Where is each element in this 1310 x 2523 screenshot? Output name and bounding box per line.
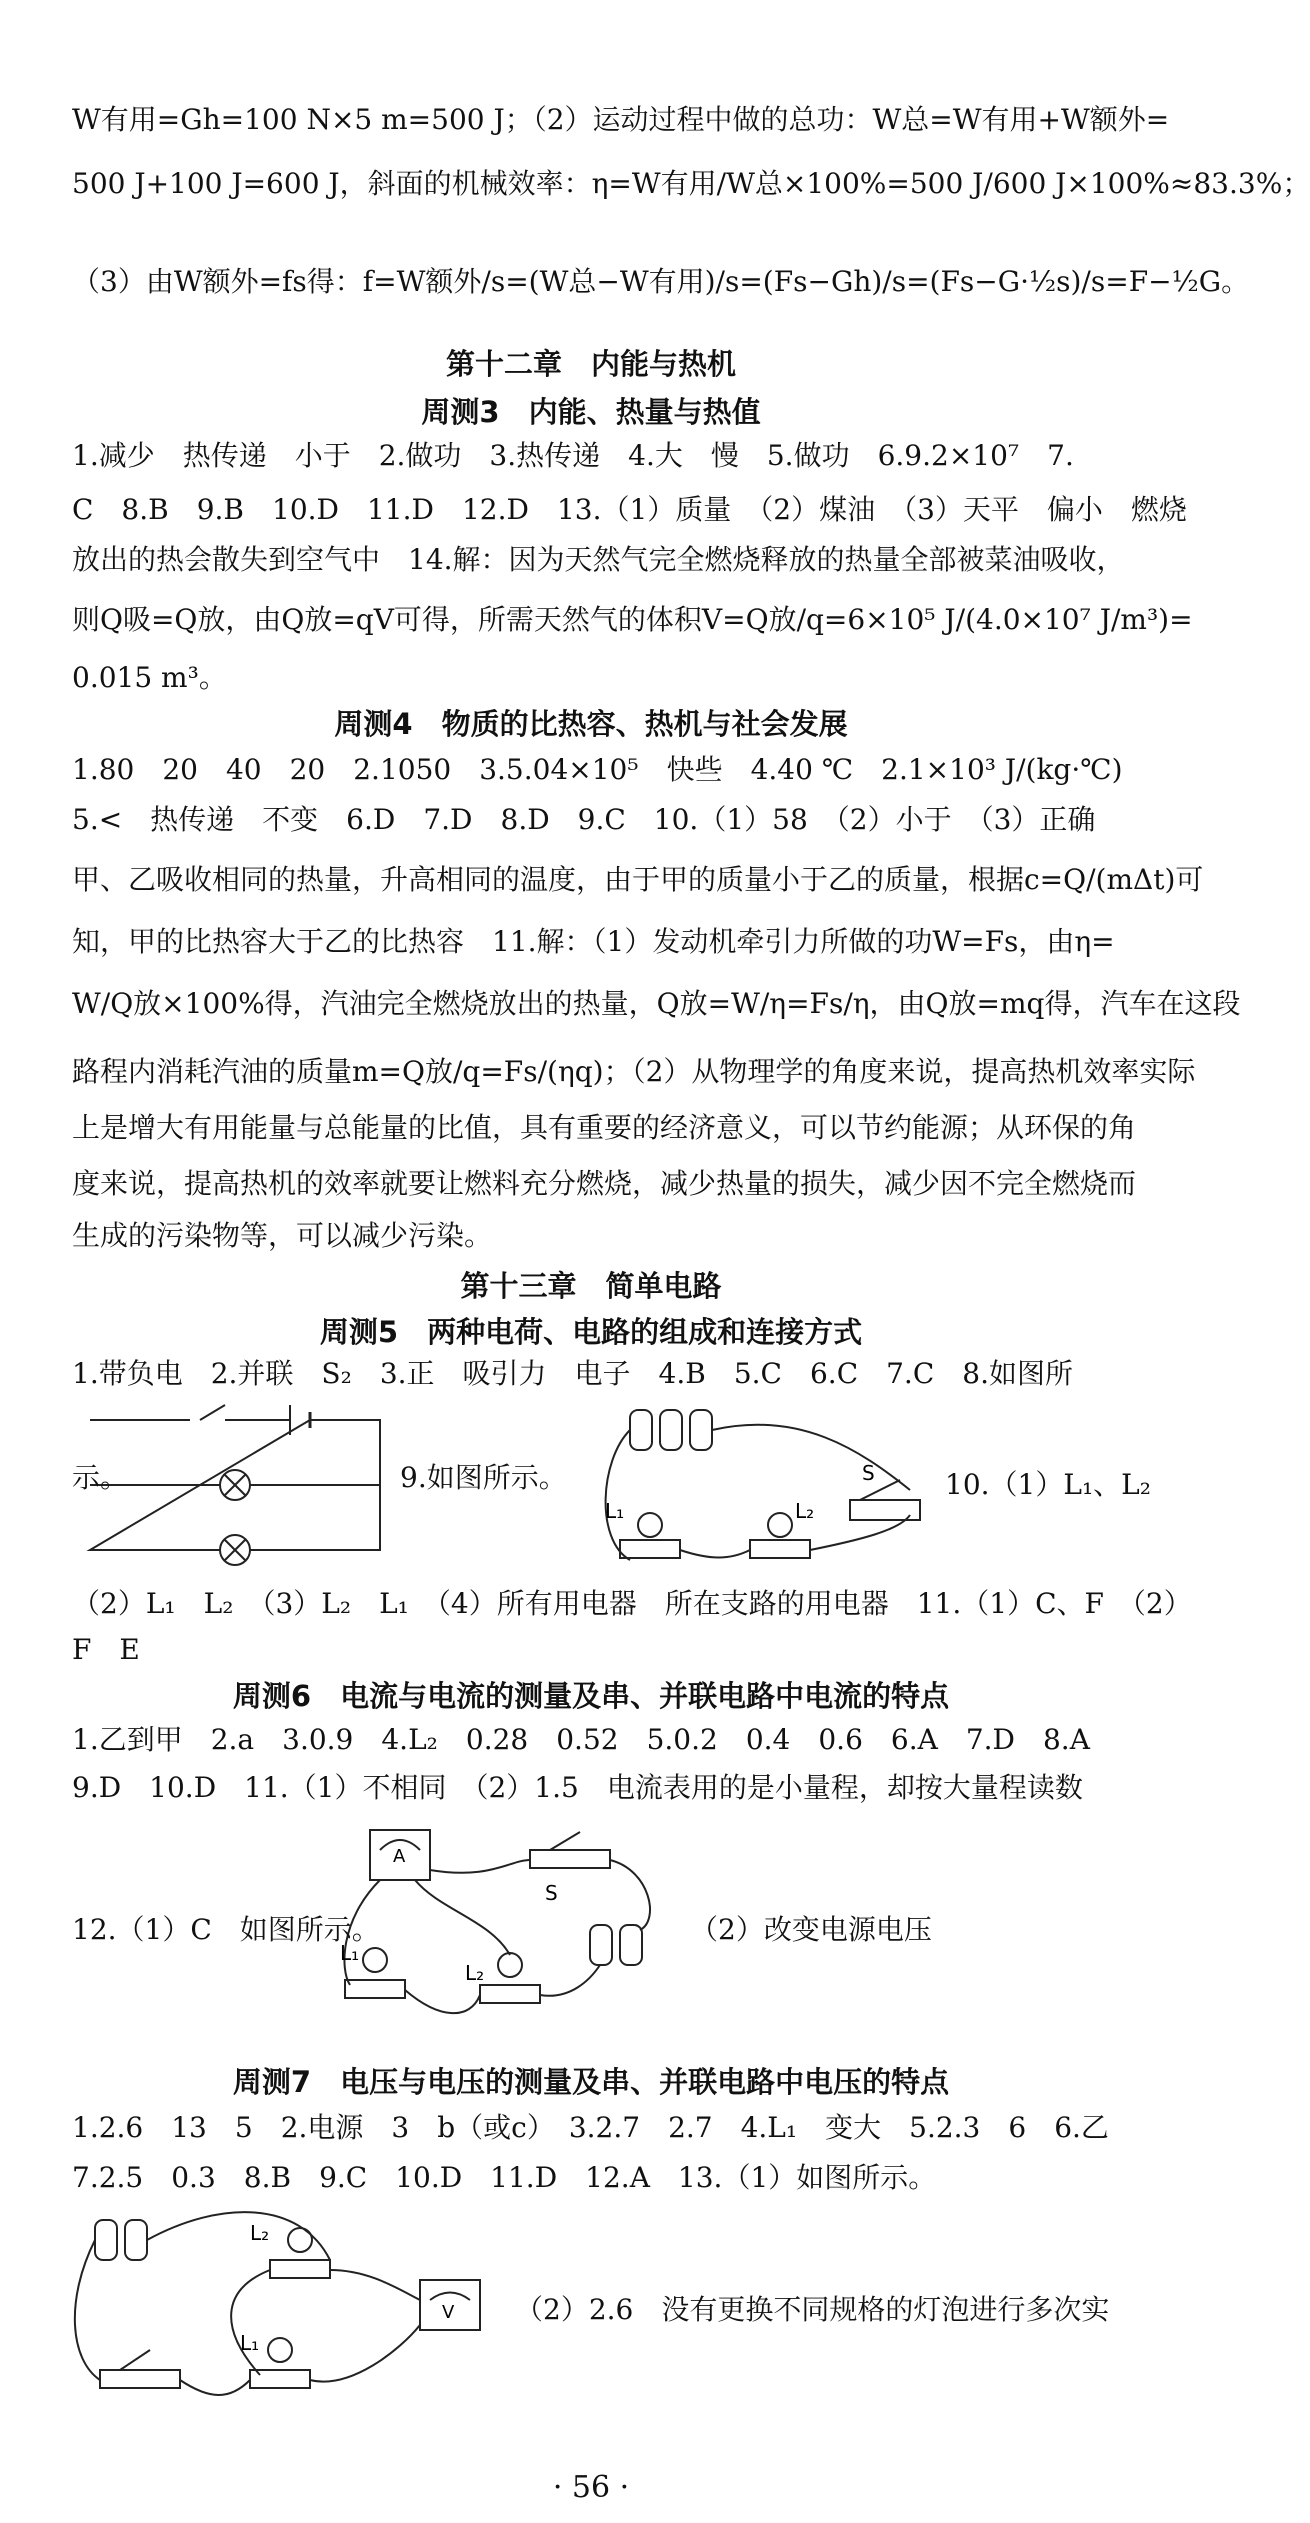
text-line: （2）2.6 没有更换不同规格的灯泡进行多次实	[515, 2293, 1110, 2326]
switch-label: S	[862, 1461, 875, 1485]
text-line: 1.乙到甲 2.a 3.0.9 4.L₂ 0.28 0.52 5.0.2 0.4 0.6 6.A 7.D 8.A	[72, 1723, 1090, 1756]
lamp-l2-label: L₂	[465, 1961, 485, 1985]
page-number: · 56 ·	[552, 2470, 630, 2505]
section-heading: 周测4 物质的比热容、热机与社会发展	[334, 707, 848, 741]
section-heading: 周测7 电压与电压的测量及串、并联电路中电压的特点	[232, 2065, 950, 2099]
text-line: 知，甲的比热容大于乙的比热容 11.解：（1）发动机牵引力所做的功W=Fs，由η=	[72, 925, 1115, 958]
text-line: 度来说，提高热机的效率就要让燃料充分燃烧，减少热量的损失，减少因不完全燃烧而	[72, 1167, 1137, 1200]
section-heading: 周测5 两种电荷、电路的组成和连接方式	[319, 1315, 863, 1349]
text-line: 示。	[72, 1461, 129, 1494]
text-line: 则Q吸=Q放，由Q放=qV可得，所需天然气的体积V=Q放/q=6×10⁵ J/(4.0×10⁷ J/m³)=	[72, 603, 1193, 636]
text-line: C 8.B 9.B 10.D 11.D 12.D 13.（1）质量 （2）煤油 （3）天平 偏小 燃烧	[72, 493, 1187, 526]
text-line: 生成的污染物等，可以减少污染。	[72, 1219, 493, 1252]
text-line: 5.< 热传递 不变 6.D 7.D 8.D 9.C 10.（1）58 （2）小于 （3）正确	[72, 803, 1096, 836]
voltmeter-circuit-figure	[70, 2200, 510, 2420]
section-heading: 周测6 电流与电流的测量及串、并联电路中电流的特点	[232, 1679, 950, 1713]
text-line: 放出的热会散失到空气中 14.解：因为天然气完全燃烧释放的热量全部被菜油吸收，	[72, 543, 1125, 576]
lamp-l1-label: L₁	[605, 1499, 625, 1523]
ammeter-label: A	[393, 1846, 406, 1867]
lamp-l2-label: L₂	[795, 1499, 815, 1523]
chapter-heading: 第十三章 简单电路	[460, 1269, 722, 1303]
voltmeter-label: V	[442, 2302, 455, 2323]
text-line: （2）改变电源电压	[690, 1913, 932, 1946]
lamp-l1-label: L₁	[240, 2331, 260, 2355]
lamp-l2-label: L₂	[250, 2221, 270, 2245]
ammeter-circuit-figure	[340, 1820, 680, 2030]
text-line: W/Q放×100%得，汽油完全燃烧放出的热量，Q放=W/η=Fs/η，由Q放=mq得，汽车在这段	[72, 987, 1241, 1020]
text-line: 1.80 20 40 20 2.1050 3.5.04×10⁵ 快些 4.40 ℃ 2.1×10³ J/(kg·℃)	[72, 753, 1123, 786]
physical-circuit-figure	[600, 1400, 940, 1575]
switch-label: S	[545, 1881, 558, 1905]
text-line: F E	[72, 1633, 140, 1666]
text-line: 上是增大有用能量与总能量的比值，具有重要的经济意义，可以节约能源；从环保的角	[72, 1111, 1137, 1144]
text-line: 0.015 m³。	[72, 661, 227, 694]
text-line: 500 J+100 J=600 J，斜面的机械效率：η=W有用/W总×100%=500 J/600 J×100%≈83.3%；	[72, 167, 1310, 200]
text-line: 10.（1）L₁、L₂	[945, 1468, 1151, 1501]
chapter-heading: 第十二章 内能与热机	[445, 347, 736, 381]
text-line: 7.2.5 0.3 8.B 9.C 10.D 11.D 12.A 13.（1）如图所示。	[72, 2161, 937, 2194]
text-line: 甲、乙吸收相同的热量，升高相同的温度，由于甲的质量小于乙的质量，根据c=Q/(mΔt)可	[72, 863, 1204, 896]
text-line: （2）L₁ L₂ （3）L₂ L₁ （4）所有用电器 所在支路的用电器 11.（1）C、F （2）	[72, 1587, 1192, 1620]
section-heading: 周测3 内能、热量与热值	[421, 395, 761, 429]
text-line: 9.D 10.D 11.（1）不相同 （2）1.5 电流表用的是小量程，却按大量程读数	[72, 1771, 1083, 1804]
text-line: 1.带负电 2.并联 S₂ 3.正 吸引力 电子 4.B 5.C 6.C 7.C 8.如图所	[72, 1357, 1073, 1390]
text-line: 12.（1）C 如图所示。	[72, 1913, 380, 1946]
text-line: W有用=Gh=100 N×5 m=500 J；（2）运动过程中做的总功：W总=W有用+W额外=	[72, 103, 1170, 136]
text-line: （3）由W额外=fs得：f=W额外/s=(W总−W有用)/s=(Fs−Gh)/s=(Fs−G·½s)/s=F−½G。	[72, 265, 1250, 298]
text-line: 1.减少 热传递 小于 2.做功 3.热传递 4.大 慢 5.做功 6.9.2×10⁷ 7.	[72, 439, 1074, 472]
text-line: 9.如图所示。	[400, 1461, 567, 1494]
text-line: 1.2.6 13 5 2.电源 3 b（或c） 3.2.7 2.7 4.L₁ 变大 5.2.3 6 6.乙	[72, 2111, 1109, 2144]
lamp-l1-label: L₁	[340, 1941, 360, 1965]
text-line: 路程内消耗汽油的质量m=Q放/q=Fs/(ηq)；（2）从物理学的角度来说，提高热机效率实际	[72, 1055, 1196, 1088]
